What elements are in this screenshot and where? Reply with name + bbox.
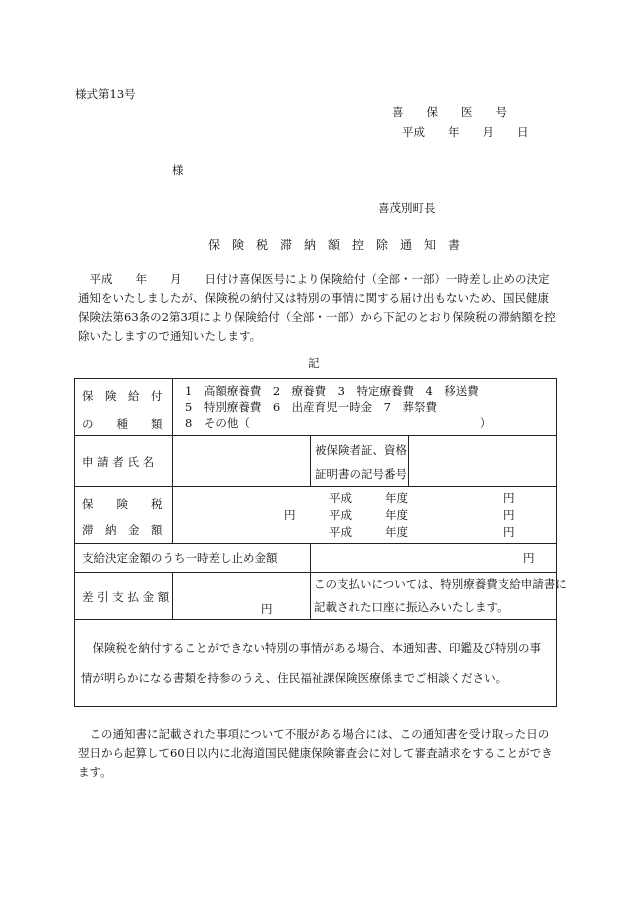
issue-date: 平成 年 月 日 (402, 125, 529, 139)
applicant-name-field[interactable] (173, 436, 311, 487)
suspended-amount-row (75, 544, 557, 573)
footer-paragraph: この通知書に記載された事項について不服がある場合には、この通知書を受け取った日の翌日から起算して60日以内に北海道国民健康保険審査会に対して審査請求をすることができます。 (78, 727, 553, 779)
fiscal-row-3-era: 平成 (329, 525, 352, 539)
benefit-type-label-2: の 種 類 (82, 417, 163, 431)
tax-label-2: 滞 納 金 額 (82, 523, 163, 537)
insured-label-2: 証明書の記号番号 (315, 467, 407, 481)
applicant-label-cell (75, 436, 173, 487)
benefit-type-options-cell (173, 379, 557, 436)
fiscal-row-1-fy: 年度 (385, 491, 408, 505)
net-amount-field[interactable] (173, 573, 311, 620)
applicant-label: 申 請 者 氏 名 (82, 455, 155, 469)
fiscal-row-2-yen: 円 (503, 508, 515, 522)
notice-row (75, 620, 557, 707)
issue-number: 喜 保 医 号 (392, 105, 507, 119)
benefit-options-line-2: 5 特別療養費 6 出産育児一時金 7 葬祭費 (185, 400, 437, 414)
payment-note-cell (311, 573, 567, 620)
insured-label-cell (311, 436, 409, 487)
insured-number-field[interactable] (409, 436, 557, 487)
tax-amount-cell (173, 487, 557, 544)
net-label: 差 引 支 払 金 額 (82, 590, 170, 604)
applicant-row (75, 436, 557, 487)
tax-arrears-row (75, 487, 557, 544)
notice-cell (75, 620, 557, 707)
payment-note-1: この支払いについては、特別療養費支給申請書に (314, 577, 567, 591)
fiscal-row-2-fy: 年度 (385, 508, 408, 522)
suspended-amount-field[interactable] (311, 544, 557, 573)
net-yen: 円 (261, 602, 273, 616)
benefit-type-label-1: 保 険 給 付 (82, 389, 163, 403)
net-payment-row (75, 573, 557, 620)
suspended-label-cell (75, 544, 311, 573)
ki-label: 記 (308, 356, 320, 370)
suspended-yen: 円 (523, 551, 535, 565)
fiscal-row-3-fy: 年度 (385, 525, 408, 539)
benefit-type-label-cell (75, 379, 173, 436)
notice-table (74, 378, 567, 707)
notice-line-2: 情が明らかになる書類を持参のうえ、住民福祉課保険医療係までご相談ください。 (81, 671, 508, 685)
tax-label-1: 保 険 税 (82, 497, 163, 511)
fiscal-row-2-era: 平成 (329, 508, 352, 522)
fiscal-row-1-yen: 円 (503, 491, 515, 505)
body-paragraph: 平成 年 月 日付け喜保医号により保険給付（全部・一部）一時差し止めの決定通知をいたしましたが、保険税の納付又は特別の事情に関する届け出もないため、国民健康保険法第63条の2第3項により保険給付（全部・一部）から下記のとおり保険税の滞納額を控除いたしますので通知いたします。 (78, 272, 556, 343)
sender-name: 喜茂別町長 (378, 201, 436, 215)
suspended-label: 支給決定金額のうち一時差し止め金額 (82, 551, 278, 565)
form-number: 様式第13号 (75, 87, 136, 101)
notice-line-1: 保険税を納付することができない特別の事情がある場合、本通知書、印鑑及び特別の事 (81, 641, 541, 655)
tax-label-cell (75, 487, 173, 544)
benefit-type-row (75, 379, 557, 436)
payment-note-2: 記載された口座に振込みいたします。 (314, 600, 509, 614)
insured-label-1: 被保険者証、資格 (315, 443, 407, 457)
benefit-options-line-1: 1 高額療養費 2 療養費 3 特定療養費 4 移送費 (185, 384, 479, 398)
addressee-suffix: 様 (172, 163, 184, 177)
benefit-options-line-3: 8 その他（ ） (185, 416, 492, 430)
net-label-cell (75, 573, 173, 620)
tax-total-yen: 円 (284, 508, 296, 522)
document-title: 保 険 税 滞 納 額 控 除 通 知 書 (208, 238, 461, 252)
fiscal-row-3-yen: 円 (503, 525, 515, 539)
fiscal-row-1-era: 平成 (329, 491, 352, 505)
